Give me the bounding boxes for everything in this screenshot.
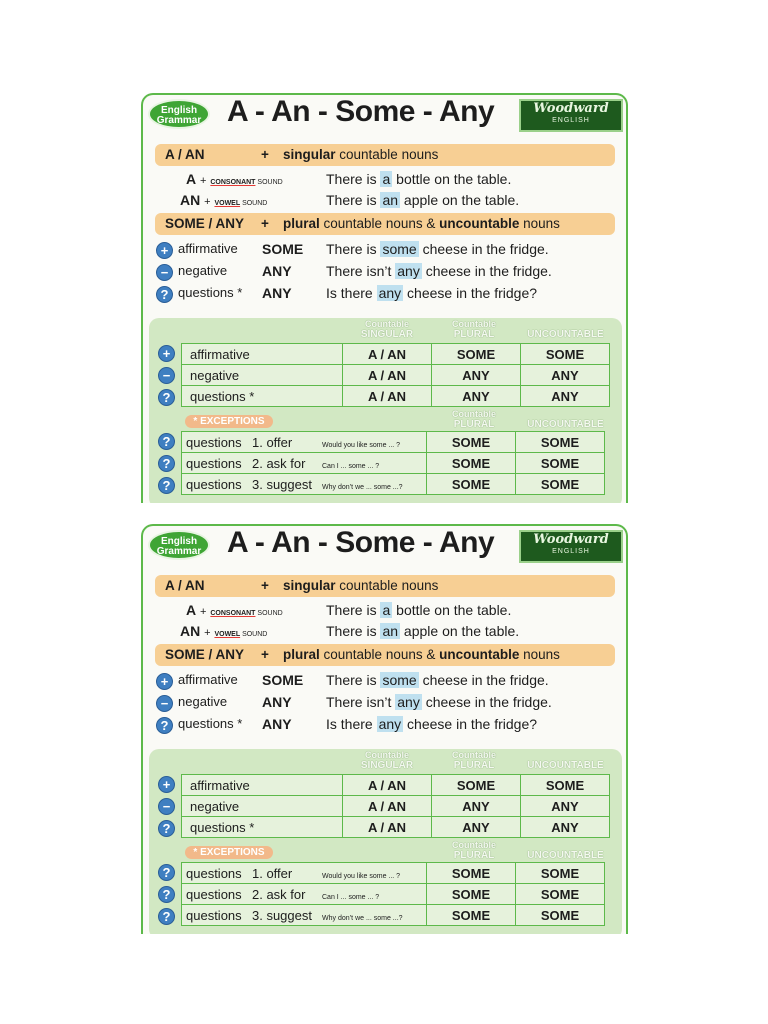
badge-line2: Grammar xyxy=(156,546,202,557)
cell-plural: SOME xyxy=(432,344,521,365)
exceptions-table xyxy=(181,862,605,926)
a-sentence: There is a bottle on the table. xyxy=(326,171,512,187)
band-heading: A / AN xyxy=(165,147,205,162)
logo-sub: ENGLISH xyxy=(552,548,590,555)
minus-circle-icon: − xyxy=(158,798,175,815)
cell-plural: ANY xyxy=(432,386,521,407)
question-circle-icon: ? xyxy=(158,477,175,494)
cell-uncountable: SOME xyxy=(516,905,605,926)
summary-table xyxy=(181,343,610,407)
header-uncountable: UNCOUNTABLE xyxy=(527,419,604,430)
row-label: questions * xyxy=(182,817,343,838)
band-heading: SOME / ANY xyxy=(165,216,245,231)
exception-label: questions 3. suggest Why don’t we ... some ...? xyxy=(182,905,427,926)
woodward-logo xyxy=(519,99,623,132)
cell-uncountable: SOME xyxy=(521,775,610,796)
exception-label: questions 2. ask for Can I ... some ... ? xyxy=(182,884,427,905)
cell-uncountable: SOME xyxy=(516,863,605,884)
table-row xyxy=(182,863,605,884)
plus-circle-icon: + xyxy=(158,776,175,793)
page-title: A - An - Some - Any xyxy=(227,95,495,128)
cell-plural: ANY xyxy=(432,817,521,838)
cell-uncountable: SOME xyxy=(516,453,605,474)
row-label: questions * xyxy=(182,386,343,407)
usage-sentence: There isn’t any cheese in the fridge. xyxy=(326,694,552,710)
cell-plural: ANY xyxy=(432,796,521,817)
header-countable-plural: Countable PLURAL xyxy=(452,750,496,771)
band-plus: + xyxy=(261,216,269,231)
exceptions-label: * EXCEPTIONS xyxy=(185,415,273,428)
question-circle-icon: ? xyxy=(158,886,175,903)
table-row xyxy=(182,344,610,365)
cell-plural: SOME xyxy=(427,453,516,474)
exception-label: questions 3. suggest Why don’t we ... some ...? xyxy=(182,474,427,495)
header-countable-plural: Countable PLURAL xyxy=(452,840,496,861)
a-row: A + CONSONANT SOUND xyxy=(186,602,283,618)
usage-word: ANY xyxy=(262,285,292,301)
header-uncountable: UNCOUNTABLE xyxy=(527,760,604,771)
question-circle-icon: ? xyxy=(156,286,173,303)
header-uncountable: UNCOUNTABLE xyxy=(527,850,604,861)
cell-uncountable: ANY xyxy=(521,796,610,817)
band-plus: + xyxy=(261,147,269,162)
cell-uncountable: SOME xyxy=(516,884,605,905)
question-circle-icon: ? xyxy=(158,433,175,450)
header-countable-singular: Countable SINGULAR xyxy=(360,750,414,771)
header-countable-plural: Countable PLURAL xyxy=(452,409,496,430)
cell-singular: A / AN xyxy=(343,775,432,796)
table-row xyxy=(182,386,610,407)
band-text: singular countable nouns xyxy=(283,147,439,162)
cell-uncountable: SOME xyxy=(516,432,605,453)
band-heading: A / AN xyxy=(165,578,205,593)
cell-singular: A / AN xyxy=(343,817,432,838)
cell-singular: A / AN xyxy=(343,344,432,365)
plus-circle-icon: + xyxy=(158,345,175,362)
band-text: singular countable nouns xyxy=(283,578,439,593)
table-row xyxy=(182,905,605,926)
exception-label: questions 1. offer Would you like some ... ? xyxy=(182,432,427,453)
table-row xyxy=(182,453,605,474)
row-label: negative xyxy=(182,365,343,386)
section-a-an-band xyxy=(155,144,615,166)
cell-plural: SOME xyxy=(432,775,521,796)
an-row: AN + VOWEL SOUND xyxy=(180,192,268,208)
question-circle-icon: ? xyxy=(158,864,175,881)
logo-sub: ENGLISH xyxy=(552,117,590,124)
usage-label: negative xyxy=(178,694,228,709)
cell-uncountable: ANY xyxy=(521,817,610,838)
question-circle-icon: ? xyxy=(158,389,175,406)
band-heading: SOME / ANY xyxy=(165,647,245,662)
question-circle-icon: ? xyxy=(156,717,173,734)
exception-label: questions 2. ask for Can I ... some ... ? xyxy=(182,453,427,474)
cell-plural: SOME xyxy=(427,905,516,926)
grammar-badge xyxy=(148,99,210,129)
woodward-logo xyxy=(519,530,623,563)
minus-circle-icon: − xyxy=(156,695,173,712)
table-row xyxy=(182,365,610,386)
logo-name: Woodward xyxy=(533,101,609,116)
usage-label: affirmative xyxy=(178,241,238,256)
cell-uncountable: ANY xyxy=(521,386,610,407)
badge-line2: Grammar xyxy=(156,115,202,126)
usage-sentence: There is some cheese in the fridge. xyxy=(326,672,549,688)
grammar-card xyxy=(141,93,628,503)
a-sentence: There is a bottle on the table. xyxy=(326,602,512,618)
grammar-card xyxy=(141,524,628,934)
section-some-any-band xyxy=(155,644,615,666)
exception-label: questions 1. offer Would you like some ... ? xyxy=(182,863,427,884)
badge-line1: English xyxy=(160,105,198,116)
header-countable-singular: Countable SINGULAR xyxy=(360,319,414,340)
band-plus: + xyxy=(261,578,269,593)
badge-line1: English xyxy=(160,536,198,547)
question-circle-icon: ? xyxy=(158,820,175,837)
logo-name: Woodward xyxy=(533,532,609,547)
exceptions-table xyxy=(181,431,605,495)
header-countable-plural: Countable PLURAL xyxy=(452,319,496,340)
page-title: A - An - Some - Any xyxy=(227,526,495,559)
header-uncountable: UNCOUNTABLE xyxy=(527,329,604,340)
grammar-badge xyxy=(148,530,210,560)
a-row: A + CONSONANT SOUND xyxy=(186,171,283,187)
plus-circle-icon: + xyxy=(156,673,173,690)
band-plus: + xyxy=(261,647,269,662)
row-label: affirmative xyxy=(182,344,343,365)
cell-uncountable: SOME xyxy=(516,474,605,495)
row-label: negative xyxy=(182,796,343,817)
cell-plural: SOME xyxy=(427,863,516,884)
usage-sentence: Is there any cheese in the fridge? xyxy=(326,285,538,301)
usage-label: negative xyxy=(178,263,228,278)
table-row xyxy=(182,775,610,796)
minus-circle-icon: − xyxy=(158,367,175,384)
usage-word: SOME xyxy=(262,672,304,688)
cell-plural: SOME xyxy=(427,884,516,905)
an-sentence: There is an apple on the table. xyxy=(326,192,520,208)
cell-plural: SOME xyxy=(427,474,516,495)
cell-singular: A / AN xyxy=(343,386,432,407)
an-row: AN + VOWEL SOUND xyxy=(180,623,268,639)
question-circle-icon: ? xyxy=(158,455,175,472)
cell-plural: ANY xyxy=(432,365,521,386)
question-circle-icon: ? xyxy=(158,908,175,925)
summary-table xyxy=(181,774,610,838)
table-row xyxy=(182,817,610,838)
an-sentence: There is an apple on the table. xyxy=(326,623,520,639)
section-some-any-band xyxy=(155,213,615,235)
usage-word: ANY xyxy=(262,716,292,732)
cell-plural: SOME xyxy=(427,432,516,453)
minus-circle-icon: − xyxy=(156,264,173,281)
usage-sentence: Is there any cheese in the fridge? xyxy=(326,716,538,732)
cell-uncountable: ANY xyxy=(521,365,610,386)
table-row xyxy=(182,432,605,453)
table-row xyxy=(182,474,605,495)
plus-circle-icon: + xyxy=(156,242,173,259)
cell-singular: A / AN xyxy=(343,365,432,386)
section-a-an-band xyxy=(155,575,615,597)
cell-singular: A / AN xyxy=(343,796,432,817)
usage-sentence: There is some cheese in the fridge. xyxy=(326,241,549,257)
exceptions-label: * EXCEPTIONS xyxy=(185,846,273,859)
usage-word: ANY xyxy=(262,263,292,279)
band-text: plural countable nouns & uncountable nouns xyxy=(283,647,560,662)
usage-label: affirmative xyxy=(178,672,238,687)
band-text: plural countable nouns & uncountable nouns xyxy=(283,216,560,231)
usage-label: questions * xyxy=(178,716,243,731)
table-row xyxy=(182,884,605,905)
usage-sentence: There isn’t any cheese in the fridge. xyxy=(326,263,552,279)
usage-label: questions * xyxy=(178,285,243,300)
usage-word: SOME xyxy=(262,241,304,257)
cell-uncountable: SOME xyxy=(521,344,610,365)
table-row xyxy=(182,796,610,817)
usage-word: ANY xyxy=(262,694,292,710)
row-label: affirmative xyxy=(182,775,343,796)
